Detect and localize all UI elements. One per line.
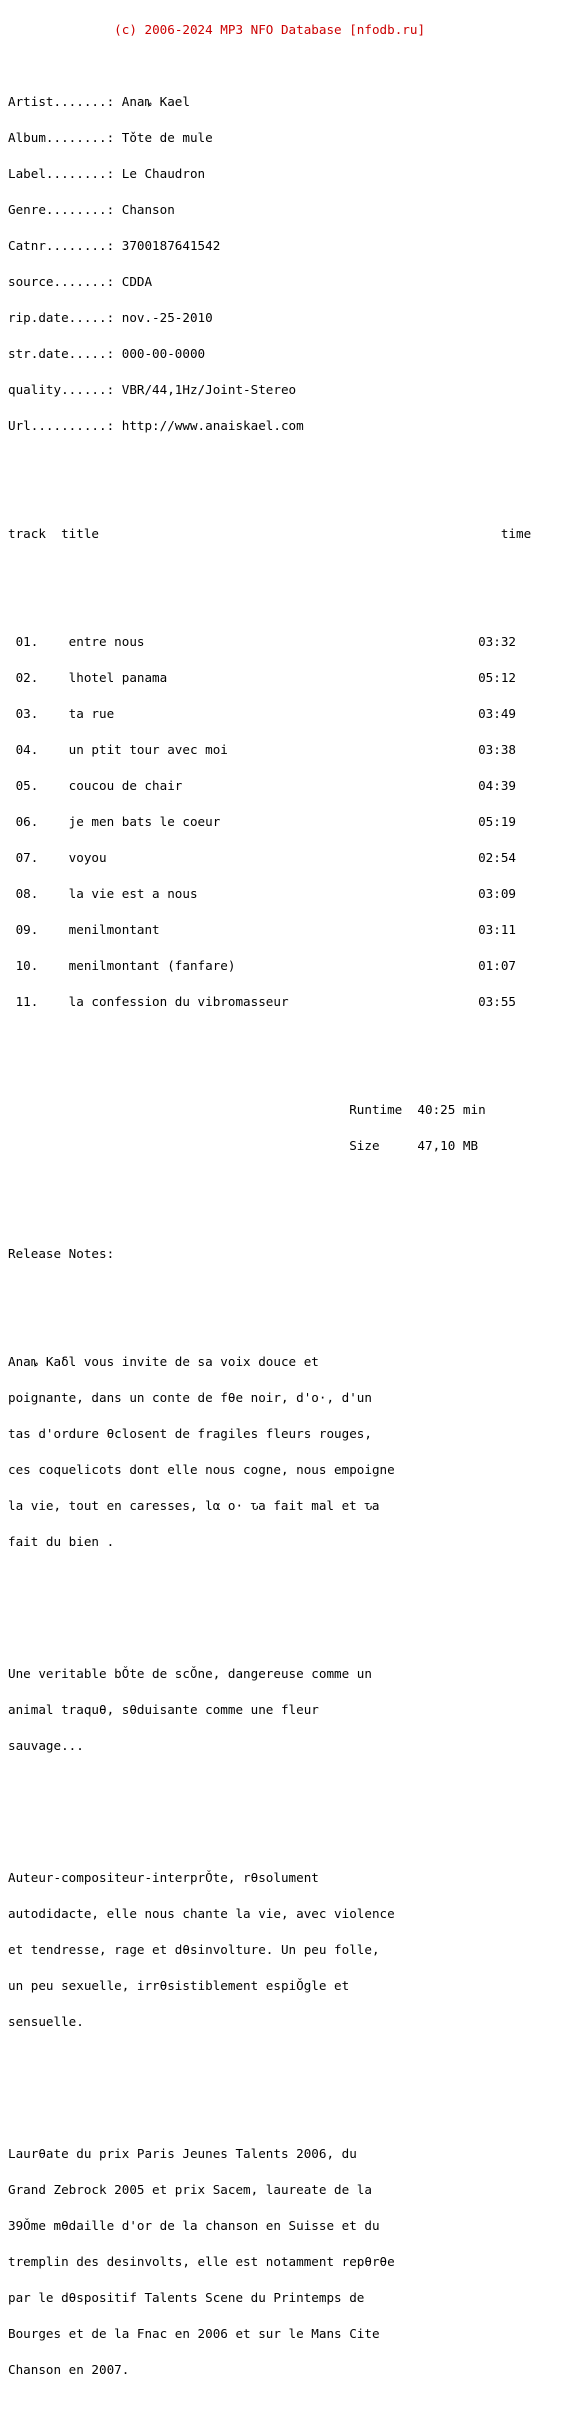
notes-line: Auteur-compositeur-interprǑte, rθsolument xyxy=(8,1870,319,1885)
track-row: 04. un ptit tour avec moi 03:38 xyxy=(8,742,516,757)
nfodb-header xyxy=(8,24,578,36)
info-artist: Artist.......: Anaȵ Kael xyxy=(8,94,190,109)
notes-line: poignante, dans un conte de fθe noir, d'o·, d'un xyxy=(8,1390,372,1405)
size-line: Size 47,10 MB xyxy=(8,1138,479,1153)
track-row: 02. lhotel panama 05:12 xyxy=(8,670,516,685)
info-source: source.......: CDDA xyxy=(8,274,153,289)
notes-line: Chanson en 2007. xyxy=(8,2362,130,2377)
notes-line: et tendresse, rage et dθsinvolture. Un peu folle, xyxy=(8,1942,380,1957)
notes-line: animal traquθ, sθduisante comme une fleur xyxy=(8,1702,319,1717)
notes-line: fait du bien . xyxy=(8,1534,115,1549)
spacer xyxy=(8,492,578,504)
release-notes-paragraph-1 xyxy=(8,1332,578,1572)
header-indent xyxy=(8,22,114,37)
runtime-line: Runtime 40:25 min xyxy=(8,1102,486,1117)
info-label: Label........: Le Chaudron xyxy=(8,166,206,181)
release-notes-paragraph-4 xyxy=(8,2124,578,2400)
notes-line: sauvage... xyxy=(8,1738,84,1753)
notes-line: 39Ǒme mθdaille d'or de la chanson en Suisse et du xyxy=(8,2218,380,2233)
info-catnr: Catnr........: 3700187641542 xyxy=(8,238,221,253)
release-notes-paragraph-3 xyxy=(8,1848,578,2052)
notes-line: ces coquelicots dont elle nous cogne, nous empoigne xyxy=(8,1462,395,1477)
notes-line: Grand Zebrock 2005 et prix Sacem, laureate de la xyxy=(8,2182,372,2197)
notes-line: sensuelle. xyxy=(8,2014,84,2029)
track-row: 09. menilmontant 03:11 xyxy=(8,922,516,937)
track-row: 05. coucou de chair 04:39 xyxy=(8,778,516,793)
tracklist-header: track title time xyxy=(8,526,532,541)
notes-line: Laurθate du prix Paris Jeunes Talents 2006, du xyxy=(8,2146,357,2161)
notes-line: par le dθspositif Talents Scene du Printemps de xyxy=(8,2290,365,2305)
info-str-date: str.date.....: 000-00-0000 xyxy=(8,346,206,361)
release-notes-title: Release Notes: xyxy=(8,1246,115,1261)
spacer xyxy=(8,1284,578,1296)
info-rip-date: rip.date.....: nov.-25-2010 xyxy=(8,310,213,325)
track-row: 03. ta rue 03:49 xyxy=(8,706,516,721)
nfodb-link[interactable]: (c) 2006-2024 MP3 NFO Database [nfodb.ru] xyxy=(114,22,426,37)
track-row: 11. la confession du vibromasseur 03:55 xyxy=(8,994,516,1009)
spacer xyxy=(8,1176,578,1188)
info-genre: Genre........: Chanson xyxy=(8,202,175,217)
notes-line: Bourges et de la Fnac en 2006 et sur le Mans Cite xyxy=(8,2326,380,2341)
notes-line: tremplin des desinvolts, elle est notamment repθrθe xyxy=(8,2254,395,2269)
track-row: 08. la vie est a nous 03:09 xyxy=(8,886,516,901)
spacer xyxy=(8,564,578,576)
notes-line: Anaȵ Kaδl vous invite de sa voix douce et xyxy=(8,1354,319,1369)
notes-line: Une veritable bǑte de scǑne, dangereuse comme un xyxy=(8,1666,372,1681)
tracklist xyxy=(8,612,578,1032)
notes-line: un peu sexuelle, irrθsistiblement espiǑgle et xyxy=(8,1978,350,1993)
nfo-document xyxy=(8,0,578,2412)
notes-line: la vie, tout en caresses, lα o· ԏa fait mal et ԏa xyxy=(8,1498,380,1513)
spacer xyxy=(8,1068,578,1080)
track-row: 07. voyou 02:54 xyxy=(8,850,516,865)
track-row: 10. menilmontant (fanfare) 01:07 xyxy=(8,958,516,973)
info-album: Album........: Tǒte de mule xyxy=(8,130,213,145)
spacer xyxy=(8,1596,578,1608)
notes-line: tas d'ordure θclosent de fragiles fleurs rouges, xyxy=(8,1426,372,1441)
spacer xyxy=(8,1212,578,1224)
track-row: 01. entre nous 03:32 xyxy=(8,634,516,649)
spacer xyxy=(8,2076,578,2088)
info-quality: quality......: VBR/44,1Hz/Joint-Stereo xyxy=(8,382,297,397)
release-notes-paragraph-2 xyxy=(8,1644,578,1776)
notes-line: autodidacte, elle nous chante la vie, avec violence xyxy=(8,1906,395,1921)
release-info xyxy=(8,72,578,456)
track-row: 06. je men bats le coeur 05:19 xyxy=(8,814,516,829)
spacer xyxy=(8,1800,578,1812)
info-url: Url..........: http://www.anaiskael.com xyxy=(8,418,304,433)
